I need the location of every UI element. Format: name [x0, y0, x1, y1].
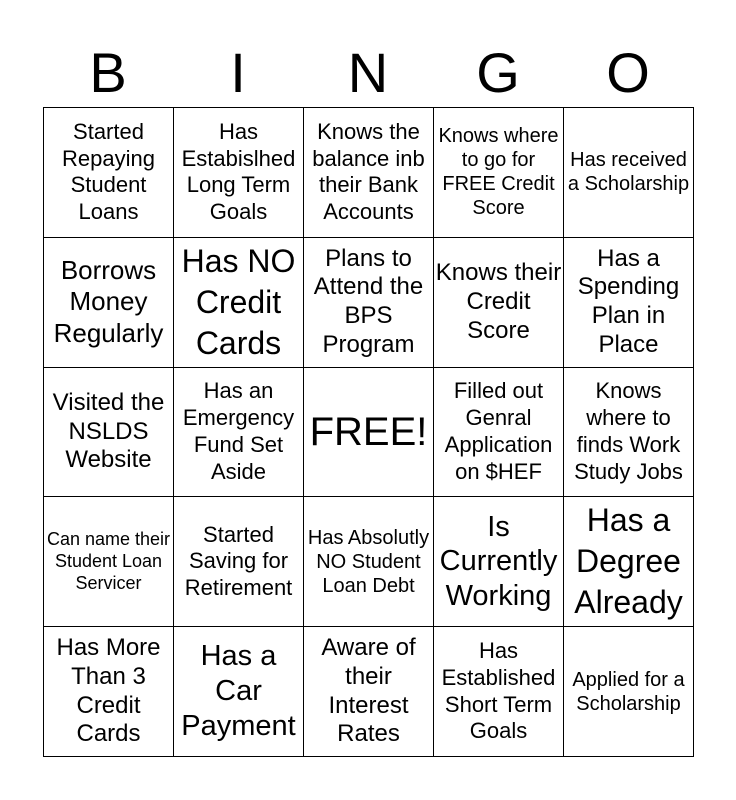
bingo-cell[interactable]: Has More Than 3 Credit Cards [44, 627, 174, 757]
bingo-cell[interactable]: Is Currently Working [434, 497, 564, 627]
bingo-cell[interactable]: Knows where to finds Work Study Jobs [564, 368, 694, 498]
header-letter-b: B [89, 41, 127, 104]
bingo-card-grid [43, 107, 694, 757]
bingo-cell[interactable]: Has a Car Payment [174, 627, 304, 757]
bingo-cell[interactable]: Has received a Scholarship [564, 108, 694, 238]
bingo-cell[interactable]: Knows their Credit Score [434, 238, 564, 368]
bingo-cell[interactable]: Started Saving for Retirement [174, 497, 304, 627]
bingo-cell[interactable]: Applied for a Scholarship [564, 627, 694, 757]
bingo-cell[interactable]: Has NO Credit Cards [174, 238, 304, 368]
bingo-cell[interactable]: Plans to Attend the BPS Program [304, 238, 434, 368]
header-letter-o: O [606, 41, 650, 104]
header-letter-n: N [347, 41, 389, 104]
bingo-cell[interactable]: Has Absolutly NO Student Loan Debt [304, 497, 434, 627]
bingo-cell[interactable]: Knows the balance inb their Bank Accounts [304, 108, 434, 238]
bingo-cell[interactable]: Has Established Short Term Goals [434, 627, 564, 757]
bingo-cell[interactable]: Has Estabislhed Long Term Goals [174, 108, 304, 238]
bingo-cell[interactable]: Knows where to go for FREE Credit Score [434, 108, 564, 238]
header-letter-i: I [230, 41, 246, 104]
bingo-cell[interactable]: Has a Spending Plan in Place [564, 238, 694, 368]
header-letter-g: G [476, 41, 520, 104]
bingo-cell[interactable]: Filled out Genral Application on $HEF [434, 368, 564, 498]
bingo-cell[interactable]: Borrows Money Regularly [44, 238, 174, 368]
bingo-cell[interactable]: Started Repaying Student Loans [44, 108, 174, 238]
bingo-cell[interactable]: Can name their Student Loan Servicer [44, 497, 174, 627]
bingo-cell[interactable]: Has a Degree Already [564, 497, 694, 627]
free-space-cell[interactable]: FREE! [304, 368, 434, 498]
bingo-header [43, 38, 693, 108]
bingo-cell[interactable]: Visited the NSLDS Website [44, 368, 174, 498]
bingo-cell[interactable]: Aware of their Interest Rates [304, 627, 434, 757]
bingo-cell[interactable]: Has an Emergency Fund Set Aside [174, 368, 304, 498]
